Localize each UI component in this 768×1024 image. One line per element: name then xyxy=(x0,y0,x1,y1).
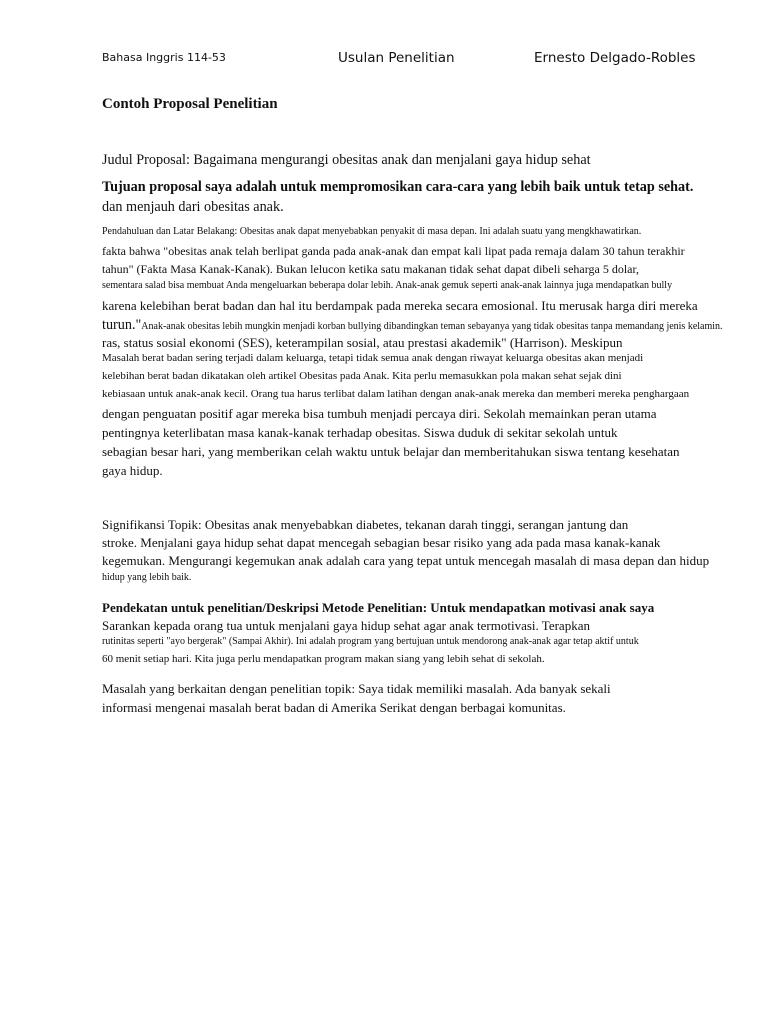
signifikansi-line: hidup yang lebih baik. xyxy=(102,572,192,583)
pendahuluan-line: karena kelebihan berat badan dan hal itu berdampak pada mereka secara emosional. Itu merusak harga diri mereka xyxy=(102,298,698,313)
pendahuluan-fragment: turun." xyxy=(102,317,142,333)
page-title: Contoh Proposal Penelitian xyxy=(102,96,278,112)
pendahuluan-line: kebiasaan untuk anak-anak kecil. Orang tua harus terlibat dalam latihan dengan anak-anak mereka dan memberi mereka penghargaan xyxy=(102,388,690,400)
header-course: Bahasa Inggris 114-53 xyxy=(102,51,226,64)
signifikansi-line: stroke. Menjalani gaya hidup sehat dapat mencegah sebagian besar risiko yang ada pada masa kanak-kanak xyxy=(102,535,661,550)
pendahuluan-line: pentingnya keterlibatan masa kanak-kanak terhadap obesitas. Siswa duduk di sekitar sekolah untuk xyxy=(102,425,618,440)
signifikansi-line: Signifikansi Topik: Obesitas anak menyebabkan diabetes, tekanan darah tinggi, serangan jantung dan xyxy=(102,517,629,532)
pendahuluan-line: kelebihan berat badan dikatakan oleh artikel Obesitas pada Anak. Kita perlu memasukkan pola makan sehat sejak dini xyxy=(102,370,622,382)
pendekatan-line: Sarankan kepada orang tua untuk menjalani gaya hidup sehat agar anak termotivasi. Terapkan xyxy=(102,618,590,633)
pendekatan-line: Pendekatan untuk penelitian/Deskripsi Metode Penelitian: Untuk mendapatkan motivasi anak saya xyxy=(102,600,655,615)
pendahuluan-line xyxy=(102,316,723,334)
pendekatan-line: rutinitas seperti "ayo bergerak" (Sampai Akhir). Ini adalah program yang bertujuan untuk mendorong anak-anak agar tetap aktif untuk xyxy=(102,636,639,647)
pendahuluan-line: sementara salad bisa membuat Anda mengeluarkan beberapa dolar lebih. Anak-anak gemuk seperti anak-anak lainnya juga mendapatkan bully xyxy=(102,280,673,291)
pendahuluan-fragment: Anak-anak obesitas lebih mungkin menjadi korban bullying dibandingkan teman sebayanya yang tidak obesitas tanpa memandang jenis kelamin. xyxy=(141,321,723,332)
pendekatan-line: 60 menit setiap hari. Kita juga perlu mendapatkan program makan siang yang lebih sehat di sekolah. xyxy=(102,653,545,665)
pendahuluan-line: Masalah berat badan sering terjadi dalam keluarga, tetapi tidak semua anak dengan riwayat keluarga obesitas akan menjadi xyxy=(102,352,644,364)
pendahuluan-line: fakta bahwa "obesitas anak telah berlipat ganda pada anak-anak dan empat kali lipat pada remaja dalam 30 tahun terakhir xyxy=(102,244,685,258)
header-author: Ernesto Delgado-Robles xyxy=(534,50,696,66)
pendahuluan-line: ras, status sosial ekonomi (SES), keterampilan sosial, atau prestasi akademik" (Harrison). Meskipun xyxy=(102,335,623,350)
masalah-line: Masalah yang berkaitan dengan penelitian topik: Saya tidak memiliki masalah. Ada banyak sekali xyxy=(102,681,611,696)
signifikansi-line: kegemukan. Mengurangi kegemukan anak adalah cara yang tepat untuk mencegah masalah di masa depan dan hidup xyxy=(102,553,710,568)
pendahuluan-line: gaya hidup. xyxy=(102,463,163,478)
masalah-line: informasi mengenai masalah berat badan di Amerika Serikat dengan berbagai komunitas. xyxy=(102,700,566,715)
header-title: Usulan Penelitian xyxy=(338,50,455,66)
pendahuluan-line: Pendahuluan dan Latar Belakang: Obesitas anak dapat menyebabkan penyakit di masa depan. Ini adalah suatu yang mengkhawatirkan. xyxy=(102,226,642,237)
tujuan-line: Tujuan proposal saya adalah untuk mempromosikan cara-cara yang lebih baik untuk tetap sehat. xyxy=(102,179,694,195)
pendahuluan-line: sebagian besar hari, yang memberikan celah waktu untuk belajar dan memberitahukan siswa tentang kesehatan xyxy=(102,444,680,459)
pendahuluan-line: dengan penguatan positif agar mereka bisa tumbuh menjadi percaya diri. Sekolah memainkan peran utama xyxy=(102,406,657,421)
tujuan-line: dan menjauh dari obesitas anak. xyxy=(102,199,284,215)
proposal-title: Judul Proposal: Bagaimana mengurangi obesitas anak dan menjalani gaya hidup sehat xyxy=(102,152,591,168)
pendahuluan-line: tahun" (Fakta Masa Kanak-Kanak). Bukan lelucon ketika satu makanan tidak sehat dapat dibeli seharga 5 dolar, xyxy=(102,262,640,276)
